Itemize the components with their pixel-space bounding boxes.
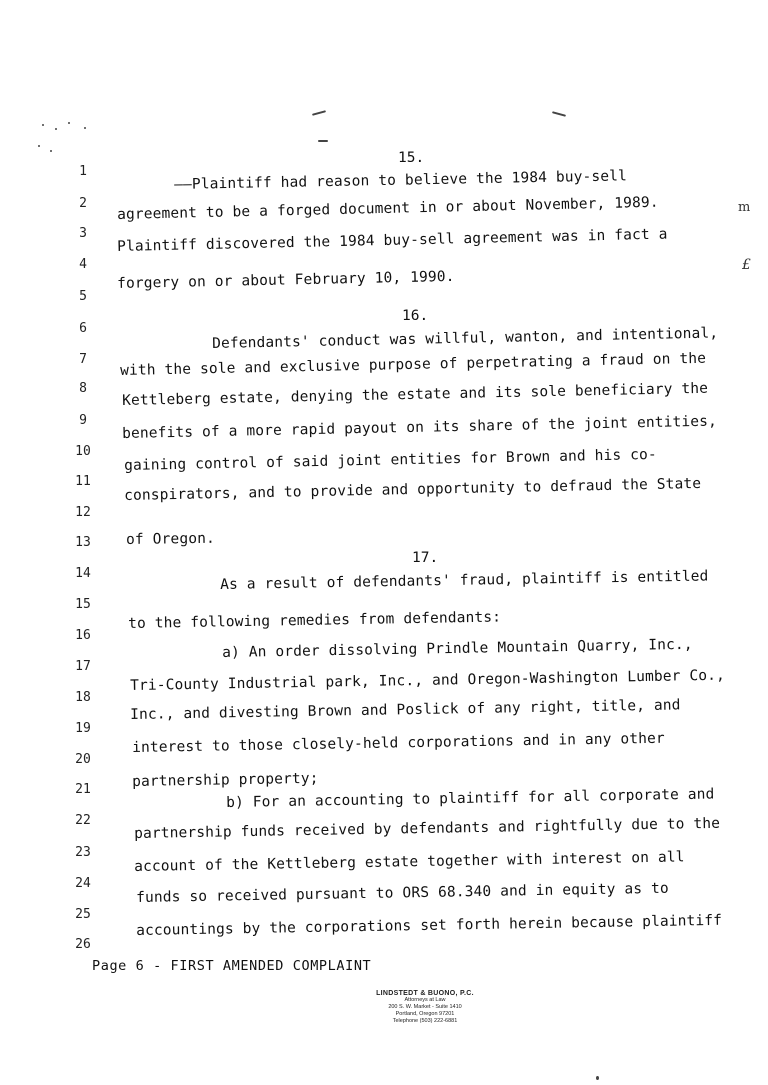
scan-speck bbox=[84, 127, 86, 129]
document-line: account of the Kettleberg estate together with interest on all bbox=[134, 849, 685, 875]
line-number: 8 bbox=[79, 381, 87, 396]
firm-name: LINDSTEDT & BUONO, P.C. bbox=[376, 990, 474, 997]
line-number: 25 bbox=[75, 907, 91, 922]
section-number: 16. bbox=[402, 308, 429, 324]
document-line: Kettleberg estate, denying the estate and its sole beneficiary the bbox=[122, 380, 709, 409]
line-number: 12 bbox=[75, 505, 91, 520]
line-number: 23 bbox=[75, 845, 91, 860]
line-number: 15 bbox=[75, 597, 91, 612]
law-firm-block bbox=[360, 990, 490, 1025]
line-number: 7 bbox=[79, 352, 87, 367]
document-line: agreement to be a forged document in or about November, 1989. bbox=[117, 194, 659, 223]
document-line: to the following remedies from defendants: bbox=[128, 609, 502, 632]
line-number: 11 bbox=[75, 474, 91, 489]
firm-phone: Telephone (503) 222-6881 bbox=[392, 1018, 458, 1024]
document-line: gaining control of said joint entities for Brown and his co- bbox=[124, 446, 658, 474]
document-line: forgery on or about February 10, 1990. bbox=[117, 268, 455, 292]
line-number: 18 bbox=[75, 690, 91, 705]
section-number: 17. bbox=[412, 550, 439, 566]
document-line: a) An order dissolving Prindle Mountain Quarry, Inc., bbox=[222, 636, 693, 661]
firm-address-line: Portland, Oregon 97201 bbox=[395, 1011, 455, 1017]
section-number: 15. bbox=[398, 150, 425, 166]
document-line: partnership funds received by defendants and rightfully due to the bbox=[134, 815, 721, 842]
line-number: 3 bbox=[79, 226, 87, 241]
document-line: accountings by the corporations set forth herein because plaintiff bbox=[136, 912, 723, 939]
line-number: 26 bbox=[75, 937, 91, 952]
line-number: 2 bbox=[79, 196, 87, 211]
scan-speck bbox=[55, 128, 57, 130]
line-number: 10 bbox=[75, 444, 91, 459]
line-number: 5 bbox=[79, 289, 87, 304]
document-line: funds so received pursuant to ORS 68.340 and in equity as to bbox=[136, 880, 669, 906]
scan-speck bbox=[50, 150, 52, 152]
margin-mark: £ bbox=[742, 257, 751, 273]
margin-mark: m bbox=[738, 200, 751, 215]
line-number: 14 bbox=[75, 566, 91, 581]
scan-mark bbox=[552, 111, 566, 117]
scan-speck bbox=[68, 122, 70, 124]
document-line: with the sole and exclusive purpose of perpetrating a fraud on the bbox=[120, 350, 707, 379]
document-line: partnership property; bbox=[132, 770, 319, 790]
firm-address-line: 200 S. W. Market - Suite 1410 bbox=[388, 1004, 462, 1010]
document-line: benefits of a more rapid payout on its share of the joint entities, bbox=[122, 413, 718, 442]
firm-role: Attorneys at Law bbox=[404, 997, 446, 1003]
line-number: 16 bbox=[75, 628, 91, 643]
line-number: 6 bbox=[79, 321, 87, 336]
line-number: 22 bbox=[75, 813, 91, 828]
line-number: 4 bbox=[79, 257, 87, 272]
line-number: 17 bbox=[75, 659, 91, 674]
document-line: interest to those closely-held corporations and in any other bbox=[132, 730, 665, 756]
document-line: conspirators, and to provide and opportunity to defraud the State bbox=[124, 475, 702, 504]
line-number: 21 bbox=[75, 782, 91, 797]
line-number: 19 bbox=[75, 721, 91, 736]
page-footer: Page 6 - FIRST AMENDED COMPLAINT bbox=[92, 958, 372, 974]
document-line: Tri-County Industrial park, Inc., and Oregon-Washington Lumber Co., bbox=[130, 667, 726, 694]
scan-speck bbox=[38, 145, 40, 147]
scan-speck bbox=[596, 1076, 599, 1080]
scan-speck bbox=[42, 124, 44, 126]
line-number: 24 bbox=[75, 876, 91, 891]
document-line: Plaintiff discovered the 1984 buy-sell agreement was in fact a bbox=[117, 226, 668, 255]
line-number: 13 bbox=[75, 535, 91, 550]
document-line: ——Plaintiff had reason to believe the 1984 buy-sell bbox=[174, 168, 628, 193]
document-line: Defendants' conduct was willful, wanton, and intentional, bbox=[212, 325, 719, 352]
document-line: b) For an accounting to plaintiff for all corporate and bbox=[226, 786, 715, 811]
line-number: 20 bbox=[75, 752, 91, 767]
document-line: Inc., and divesting Brown and Poslick of any right, title, and bbox=[130, 697, 681, 723]
scan-mark bbox=[318, 140, 328, 142]
line-number: 1 bbox=[79, 164, 87, 179]
line-number: 9 bbox=[79, 413, 87, 428]
document-line: of Oregon. bbox=[126, 530, 216, 548]
scan-mark bbox=[312, 110, 326, 116]
document-line: As a result of defendants' fraud, plaintiff is entitled bbox=[220, 568, 709, 593]
